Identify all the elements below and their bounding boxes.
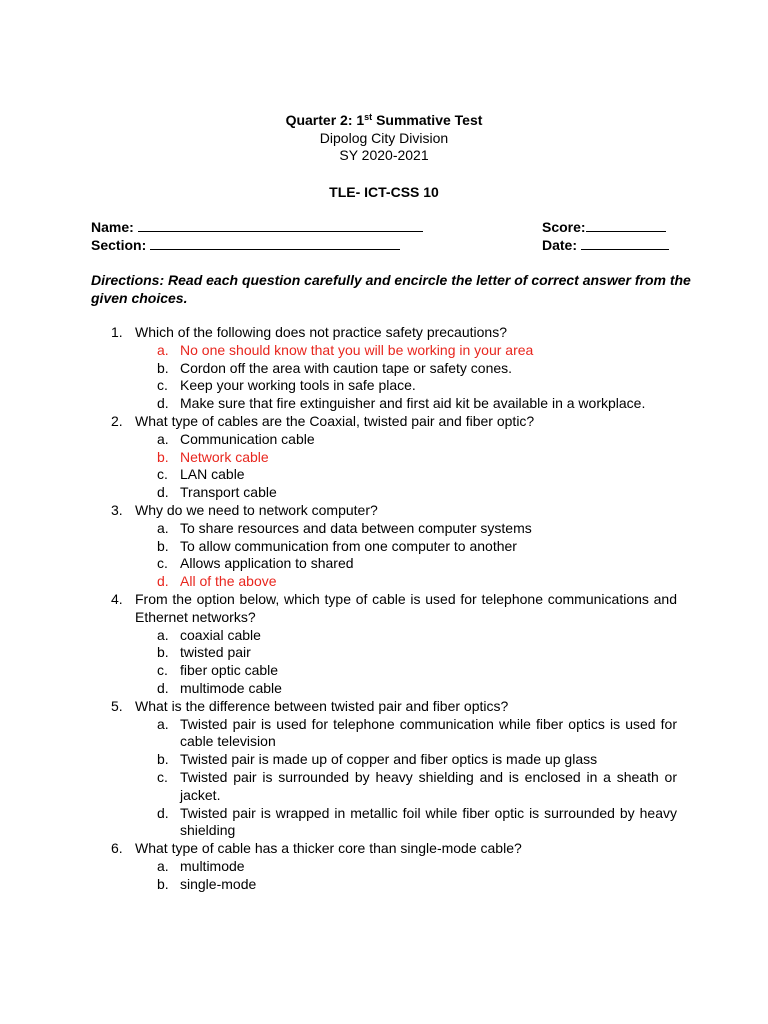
choice-item (135, 431, 677, 449)
choice-text: fiber optic cable (180, 662, 279, 679)
choice-text: Keep your working tools in safe place. (180, 377, 416, 394)
section-blank (150, 237, 400, 250)
question-text: From the option below, which type of cable is used for telephone communications and Ethernet networks? (135, 590, 677, 625)
choice-text: twisted pair (180, 644, 251, 661)
score-field (542, 218, 666, 236)
name-field (91, 218, 423, 236)
question-number: 2. (111, 412, 123, 429)
choice-item (135, 858, 677, 876)
choice-text: To share resources and data between computer systems (180, 519, 532, 536)
choice-letter: c. (157, 768, 168, 785)
choice-letter: b. (157, 537, 169, 554)
choice-letter: a. (157, 430, 169, 447)
choice-text: LAN cable (180, 466, 245, 483)
choice-item (135, 627, 677, 645)
choice-letter: b. (157, 448, 169, 465)
choice-item (135, 644, 677, 662)
division-name: Dipolog City Division (319, 130, 449, 146)
choice-letter: b. (157, 751, 169, 768)
question-item (91, 502, 677, 591)
choice-item (135, 716, 677, 752)
title-suffix: Summative Test (372, 112, 483, 128)
choice-list (135, 716, 677, 841)
question-number: 1. (111, 324, 123, 340)
question-number: 4. (111, 590, 123, 607)
title-superscript: st (364, 112, 373, 122)
choice-text: single-mode (180, 875, 257, 892)
choice-list (135, 520, 677, 591)
choice-item (135, 538, 677, 556)
choice-item (135, 751, 677, 769)
section-label: Section: (91, 237, 147, 253)
choice-letter: d. (157, 573, 169, 590)
choice-letter: a. (157, 715, 169, 732)
choice-letter: d. (157, 395, 169, 412)
choice-item (135, 395, 677, 413)
choice-letter: c. (157, 662, 168, 679)
choice-text: To allow communication from one computer to another (180, 537, 517, 554)
name-label: Name: (91, 219, 134, 235)
answer-choice (135, 573, 677, 591)
date-label: Date: (542, 237, 578, 253)
question-text: What is the difference between twisted pair and fiber optics? (135, 697, 509, 714)
question-item (91, 840, 677, 893)
score-label: Score: (542, 219, 586, 235)
choice-letter: b. (157, 644, 169, 661)
choice-item (135, 360, 677, 378)
question-item (91, 591, 677, 698)
section-field (91, 236, 400, 254)
choice-text: Make sure that fire extinguisher and first aid kit be available in a workplace. (180, 395, 646, 412)
score-blank (586, 219, 666, 232)
question-item (91, 324, 677, 413)
choice-text: Cordon off the area with caution tape or safety cones. (180, 359, 513, 376)
choice-text: Network cable (180, 448, 269, 465)
choice-letter: b. (157, 875, 169, 892)
date-field (542, 236, 669, 254)
choice-item (135, 377, 677, 395)
question-list (91, 324, 677, 894)
question-number: 6. (111, 840, 123, 857)
choice-letter: d. (157, 679, 169, 696)
directions-text: Directions: Read each question carefully and encircle the letter of correct answer from the given choices. (91, 272, 691, 306)
choice-item (135, 769, 677, 805)
choice-list (135, 627, 677, 698)
question-number: 3. (111, 501, 123, 518)
choice-text: Allows application to shared (180, 555, 354, 572)
choice-item (135, 662, 677, 680)
subject-title: TLE- ICT-CSS 10 (329, 184, 439, 200)
name-blank (138, 219, 423, 232)
choice-item (135, 680, 677, 698)
answer-choice (135, 342, 677, 360)
choice-text: Transport cable (180, 484, 277, 501)
choice-text: Communication cable (180, 430, 315, 447)
choice-text: Twisted pair is made up of copper and fiber optics is made up glass (180, 751, 598, 768)
date-blank (581, 237, 669, 250)
choice-letter: a. (157, 341, 169, 358)
choice-list (135, 431, 677, 502)
choice-letter: a. (157, 857, 169, 874)
question-text: Which of the following does not practice safety precautions? (135, 324, 507, 340)
choice-item (135, 520, 677, 538)
choice-list (135, 858, 677, 894)
choice-item (135, 555, 677, 573)
choice-letter: d. (157, 484, 169, 501)
choice-text: Twisted pair is surrounded by heavy shielding and is enclosed in a sheath or jacket. (180, 768, 677, 803)
choice-text: multimode (180, 857, 245, 874)
choice-list (135, 342, 677, 413)
choice-letter: a. (157, 519, 169, 536)
choice-letter: b. (157, 359, 169, 376)
choice-item (135, 876, 677, 894)
choice-letter: c. (157, 466, 168, 483)
question-text: What type of cables are the Coaxial, twisted pair and fiber optic? (135, 412, 535, 429)
choice-letter: c. (157, 377, 168, 394)
choice-text: multimode cable (180, 679, 282, 696)
question-number: 5. (111, 697, 123, 714)
choice-item (135, 805, 677, 841)
title-prefix: Quarter 2: 1 (285, 112, 365, 128)
question-item (91, 413, 677, 502)
choice-text: All of the above (180, 573, 277, 590)
choice-text: Twisted pair is wrapped in metallic foil while fiber optic is surrounded by heavy shielding (180, 804, 677, 839)
choice-text: coaxial cable (180, 626, 261, 643)
question-text: Why do we need to network computer? (135, 501, 378, 518)
question-text: What type of cable has a thicker core than single-mode cable? (135, 840, 522, 857)
question-item (91, 698, 677, 840)
choice-letter: d. (157, 804, 169, 821)
choice-text: Twisted pair is used for telephone communication while fiber optics is used for cable television (180, 715, 677, 750)
choice-letter: a. (157, 626, 169, 643)
answer-choice (135, 449, 677, 467)
choice-item (135, 466, 677, 484)
test-title (0, 111, 768, 129)
choice-item (135, 484, 677, 502)
choice-text: No one should know that you will be working in your area (180, 341, 534, 358)
choice-letter: c. (157, 555, 168, 572)
school-year: SY 2020-2021 (339, 147, 429, 163)
